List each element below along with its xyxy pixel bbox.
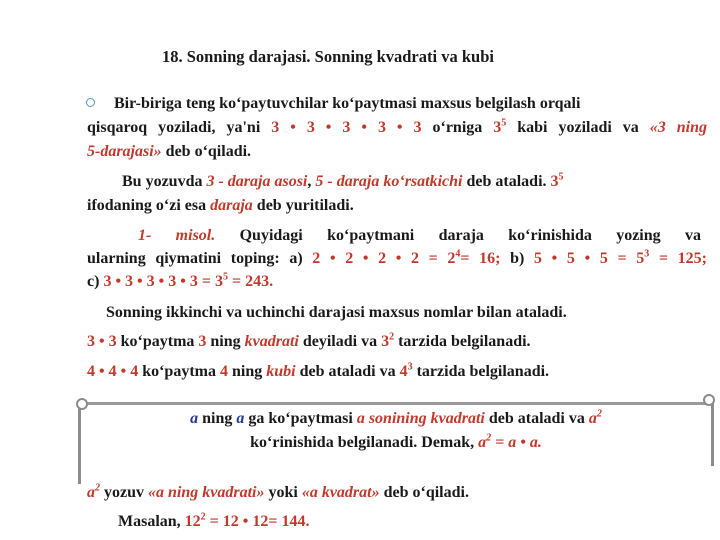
text-span: ko‘paytma [138,363,220,380]
text-span: c) [87,273,104,290]
answer-c [103,273,273,290]
expression: 3 • 3 • 3 • 3 • 3 [271,119,422,136]
paragraph-2-line-1 [122,172,564,192]
term-daraja: daraja [210,197,253,214]
power-expression [400,363,413,380]
answer-expr: 5 • 5 • 5 = 5 [534,250,645,267]
text-span: o‘rniga [421,119,494,136]
power-expression [185,513,206,530]
number: 3 [198,333,207,350]
power-expression [589,410,602,427]
frame-knob-icon [76,398,88,410]
example-line-2 [87,249,707,269]
power-expression [493,119,506,136]
bullet-icon [86,98,95,107]
paragraph-1-line-2 [87,118,707,138]
expression: 3 • 3 [87,333,117,350]
power-exponent: 2 [200,511,206,523]
text-span: ning [206,333,245,350]
answer-value: = 125; [649,250,707,267]
text-span: ning [198,410,237,427]
definition-line-2 [84,434,708,452]
text-span: kabi yoziladi va [506,119,650,136]
text-span: deb o‘qiladi. [161,143,252,160]
answer-b [534,250,707,267]
answer-value: = 12 • 12= 144. [205,513,310,530]
number: 4 [219,363,228,380]
power-base: a [478,434,487,451]
example-square-line [118,512,310,532]
square-definition-line [87,332,531,352]
text-span: qisqaroq yoziladi, ya'ni [87,119,272,136]
power-expression [478,434,491,451]
power-base: 3 [550,173,559,190]
power-expression [381,333,394,350]
text-span: tarzida belgilanadi. [412,363,550,380]
answer-expr: 3 • 3 • 3 • 3 • 3 = 3 [103,273,223,290]
text-span: , [307,173,316,190]
quote-term: «a kvadrat» [301,484,380,501]
text-span: yozuv [100,484,148,501]
answer-a [312,250,500,267]
answer-value: = 16; [460,250,501,267]
power-base: 3 [381,333,390,350]
term-square: a sonining kvadrati [356,410,485,427]
text-span: deb o‘qiladi. [379,484,469,501]
text-span: tarzida belgilanadi. [394,333,531,350]
text-span: Masalan, [118,513,185,530]
text-span: deb ataladi va [295,363,400,380]
term-kubi: kubi [266,363,296,380]
answer-expr: 2 • 2 • 2 • 2 = 2 [312,250,456,267]
reading-line [87,483,469,503]
text-span: deb yuritiladi. [252,197,354,214]
term-base: 3 - daraja asosi [206,173,308,190]
expression: 4 • 4 • 4 [87,363,139,380]
text-span: deb ataladi va [484,410,589,427]
power-base: a [87,484,95,501]
frame-top-rule [82,402,709,405]
term-kvadrati: kvadrati [244,333,299,350]
text-span: ularning qiymatini toping: a) [87,250,313,267]
definition-line-1 [84,410,708,428]
quote-term: «3 ning [649,119,708,136]
text-span: ga ko‘paytmasi [244,410,357,427]
power-expression [87,484,100,501]
paragraph-1-line-1: Bir-biriga teng ko‘paytuvchilar ko‘paytmasi maxsus belgilash orqali [114,95,581,112]
paragraph-2-line-2 [87,196,354,216]
text-span: ifodaning o‘zi esa [87,197,211,214]
cube-definition-line [87,362,549,382]
text-span: Quyidagi ko‘paytmani daraja ko‘rinishida yozing va [215,227,701,244]
example-line-3 [87,272,273,292]
power-base: a [588,410,597,427]
quote-term: 5-darajasi» [87,143,162,160]
text-span: Bu yozuvda [122,173,207,190]
power-exponent: 2 [95,482,100,494]
text-span: ko‘paytma [116,333,199,350]
power-base: 3 [493,119,502,136]
power-base: 4 [399,363,408,380]
paragraph-4-line-1: Sonning ikkinchi va uchinchi darajasi maxsus nomlar bilan ataladi. [106,304,567,321]
power-expression [551,173,564,190]
example-label: 1- misol. [138,227,216,244]
power-base: 12 [184,513,201,530]
power-exponent: 4 [455,248,461,260]
text-span: ning [227,363,267,380]
power-exponent: 2 [486,432,492,444]
example-line-1 [138,226,701,246]
variable-a: a [190,410,199,427]
page-title: 18. Sonning darajasi. Sonning kvadrati va kubi [162,47,494,66]
answer-value: = 243. [227,273,274,290]
power-exponent: 3 [644,248,650,260]
power-exponent: 5 [501,117,507,129]
text-span: deyiladi va [298,333,382,350]
variable-a: a [236,410,245,427]
power-exponent: 2 [389,331,395,343]
frame-right-bracket [705,396,714,466]
power-exponent: 5 [558,171,564,183]
text-span: yoki [264,484,302,501]
quote-term: «a ning kvadrati» [148,484,265,501]
text-span: ko‘rinishida belgilanadi. Demak, [250,434,479,451]
power-exponent: 2 [596,408,602,420]
power-exponent: 3 [407,361,413,373]
text-span: b) [500,250,535,267]
frame-knob-icon [703,394,715,406]
identity: = a • a. [491,434,542,451]
term-exponent: 5 - daraja ko‘rsatkichi [315,173,463,190]
power-exponent: 5 [222,271,228,283]
text-span: deb ataladi. [462,173,551,190]
paragraph-1-line-3 [87,142,251,162]
